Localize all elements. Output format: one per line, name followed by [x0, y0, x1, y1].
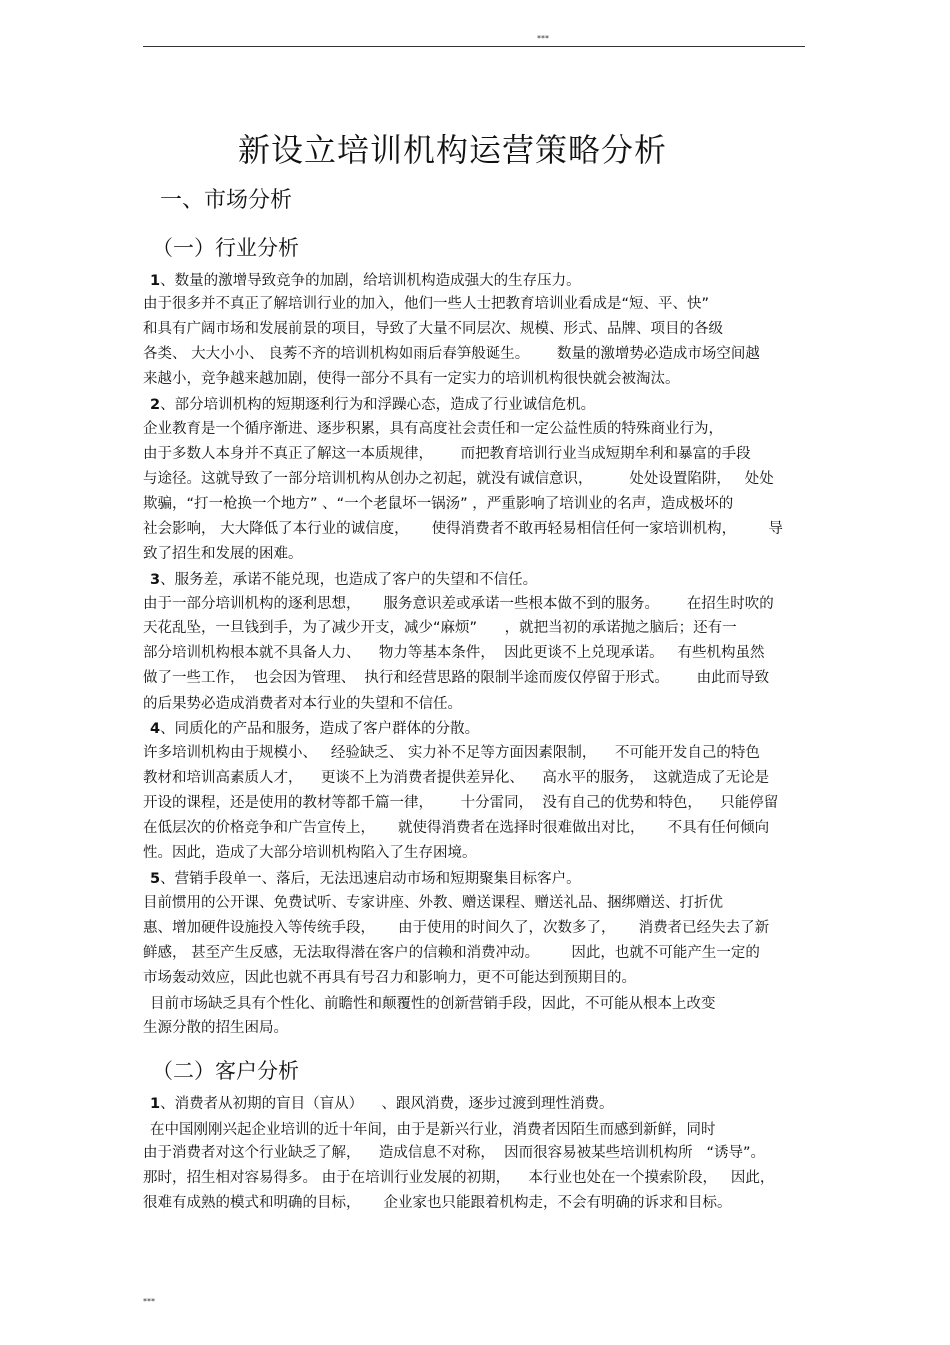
subsection-heading-industry-analysis: （一）行业分析 — [152, 236, 299, 260]
line-text: 欺骗，“打一枪换一个地方” 、“一个老鼠坏一锅汤” ，严重影响了培训业的名声，造成极坏的 — [143, 496, 734, 512]
document-title: 新设立培训机构运营策略分析 — [237, 131, 667, 169]
line-text: 由于消费者对这个行业缺乏了解， 造成信息不对称， 因而很容易被某些培训机构所 “诱导”。 — [143, 1145, 766, 1161]
paragraph-line — [143, 594, 774, 614]
paragraph-line — [143, 519, 783, 539]
paragraph-line — [143, 943, 760, 963]
point-number: 1 — [150, 1096, 161, 1112]
paragraph-line — [143, 843, 477, 863]
paragraph-line — [143, 793, 778, 813]
line-text: 企业教育是一个循序渐进、逐步积累，具有高度社会责任和一定公益性质的特殊商业行为， — [143, 421, 723, 437]
line-text: 与途径。这就导致了一部分培训机构从创办之初起，就没有诚信意识， 处处设置陷阱， 处处 — [143, 471, 774, 487]
line-text: 很难有成熟的模式和明确的目标， 企业家也只能跟着机构走，不会有明确的诉求和目标。 — [143, 1195, 732, 1211]
paragraph-line — [143, 344, 760, 364]
header-mark: *** — [537, 34, 549, 43]
line-text: 性。因此，造成了大部分培训机构陷入了生存困境。 — [143, 845, 477, 861]
line-text: 、同质化的产品和服务，造成了客户群体的分散。 — [160, 721, 480, 737]
line-text: 天花乱坠，一旦钱到手，为了减少开支，减少“麻烦” ，就把当初的承诺抛之脑后；还有一 — [143, 620, 737, 636]
paragraph-line — [143, 1168, 774, 1188]
paragraph-line — [143, 1143, 765, 1163]
line-text: 和具有广阔市场和发展前景的项目，导致了大量不同层次、规模、形式、品牌、项目的各级 — [143, 321, 723, 337]
line-text: 、营销手段单一、落后，无法迅速启动市场和短期聚集目标客户。 — [160, 871, 581, 887]
line-text: 做了一些工作， 也会因为管理、 执行和经营思路的限制半途而废仅停留于形式。 由此而导致 — [143, 670, 770, 686]
point-number: 5 — [150, 871, 161, 887]
point-number: 2 — [150, 397, 161, 413]
paragraph-line — [143, 419, 723, 439]
paragraph-line — [143, 743, 760, 763]
paragraph-line — [143, 818, 769, 838]
numbered-point — [150, 869, 581, 889]
footer-mark: *** — [143, 1297, 155, 1306]
line-text: 各类、 大大小小、 良莠不齐的培训机构如雨后春笋般诞生。 数量的激增势必造成市场空间越 — [143, 346, 760, 362]
line-text: 由于多数人本身并不真正了解这一本质规律， 而把教育培训行业当成短期牟利和暴富的手段 — [143, 446, 751, 462]
numbered-point — [150, 570, 537, 590]
numbered-point — [150, 271, 581, 291]
line-text: 开设的课程，还是使用的教材等都千篇一律， 十分雷同， 没有自己的优势和特色， 只能停留 — [143, 795, 779, 811]
line-text: 部分培训机构根本就不具备人力、 物力等基本条件， 因此更谈不上兑现承诺。 有些机构虽然 — [143, 645, 765, 661]
paragraph-line — [143, 319, 723, 339]
line-text: 、服务差，承诺不能兑现，也造成了客户的失望和不信任。 — [160, 572, 538, 588]
line-text: 、消费者从初期的盲目（盲从） 、跟风消费，逐步过渡到理性消费。 — [160, 1096, 614, 1112]
line-text: 目前市场缺乏具有个性化、前瞻性和颠覆性的创新营销手段，因此，不可能从根本上改变 — [150, 996, 716, 1012]
point-number: 4 — [150, 721, 161, 737]
line-text: 来越小，竞争越来越加剧，使得一部分不具有一定实力的培训机构很快就会被淘汰。 — [143, 371, 680, 387]
paragraph-line — [143, 469, 774, 489]
line-text: 惠、增加硬件设施投入等传统手段， 由于使用的时间久了，次数多了， 消费者已经失去了新 — [143, 920, 770, 936]
line-text: 目前惯用的公开课、免费试听、专家讲座、外教、赠送课程、赠送礼品、捆绑赠送、打折优 — [143, 895, 723, 911]
line-text: 致了招生和发展的困难。 — [143, 546, 303, 562]
paragraph-line — [150, 1120, 716, 1140]
section-heading-market-analysis: 一、市场分析 — [160, 188, 293, 213]
paragraph-line — [143, 668, 769, 688]
paragraph-line — [143, 294, 709, 314]
paragraph-line — [150, 994, 716, 1014]
paragraph-line — [143, 444, 751, 464]
line-text: 、数量的激增导致竞争的加剧，给培训机构造成强大的生存压力。 — [160, 273, 581, 289]
line-text: 生源分散的招生困局。 — [143, 1020, 288, 1036]
line-text: 在低层次的价格竞争和广告宣传上， 就使得消费者在选择时很难做出对比， 不具有任何倾向 — [143, 820, 770, 836]
paragraph-line — [143, 618, 737, 638]
paragraph-line — [143, 369, 680, 389]
line-text: 社会影响， 大大降低了本行业的诚信度， 使得消费者不敢再轻易相信任何一家培训机构， 导 — [143, 521, 783, 537]
paragraph-line — [143, 694, 462, 714]
paragraph-line — [143, 1018, 288, 1038]
line-text: 鲜感， 甚至产生反感，无法取得潜在客户的信赖和消费冲动。 因此，也就不可能产生一定的 — [143, 945, 760, 961]
line-text: 市场轰动效应，因此也就不再具有号召力和影响力，更不可能达到预期目的。 — [143, 970, 636, 986]
paragraph-line — [143, 968, 636, 988]
line-text: 那时，招生相对容易得多。 由于在培训行业发展的初期， 本行业也处在一个摸索阶段， 因此， — [143, 1170, 775, 1186]
paragraph-line — [143, 768, 769, 788]
line-text: 教材和培训高素质人才， 更谈不上为消费者提供差异化、 高水平的服务， 这就造成了无论是 — [143, 770, 770, 786]
paragraph-line — [143, 918, 769, 938]
line-text: 由于一部分培训机构的逐利思想， 服务意识差或承诺一些根本做不到的服务。 在招生时吹的 — [143, 596, 774, 612]
numbered-point — [150, 395, 595, 415]
line-text: 、部分培训机构的短期逐利行为和浮躁心态，造成了行业诚信危机。 — [160, 397, 596, 413]
subsection-heading-customer-analysis: （二）客户分析 — [152, 1059, 299, 1083]
numbered-point — [150, 719, 479, 739]
point-number: 3 — [150, 572, 161, 588]
numbered-point — [150, 1094, 614, 1114]
line-text: 由于很多并不真正了解培训行业的加入，他们一些人士把教育培训业看成是“短、平、快” — [143, 296, 710, 312]
point-number: 1 — [150, 273, 161, 289]
line-text: 的后果势必造成消费者对本行业的失望和不信任。 — [143, 696, 462, 712]
paragraph-line — [143, 1193, 732, 1213]
line-text: 许多培训机构由于规模小、 经验缺乏、 实力补不足等方面因素限制， 不可能开发自己的特色 — [143, 745, 760, 761]
paragraph-line — [143, 893, 723, 913]
paragraph-line — [143, 494, 733, 514]
line-text: 在中国刚刚兴起企业培训的近十年间，由于是新兴行业，消费者因陌生而感到新鲜，同时 — [150, 1122, 716, 1138]
header-rule — [143, 46, 805, 47]
paragraph-line — [143, 544, 303, 564]
paragraph-line — [143, 643, 764, 663]
